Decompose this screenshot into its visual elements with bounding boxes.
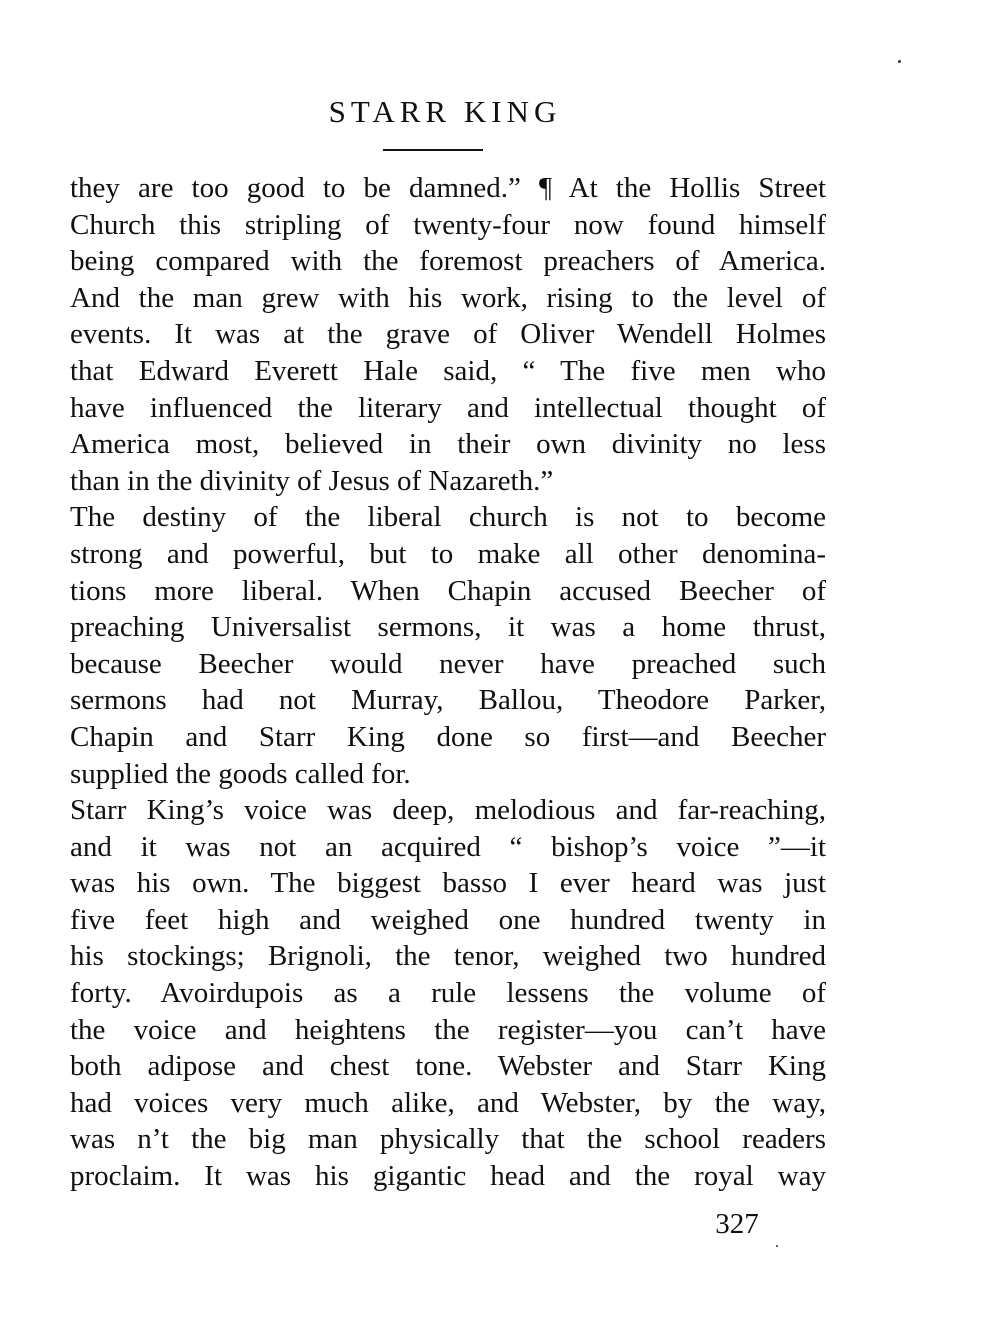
text-line: his stockings; Brignoli, the tenor, weighed two hundred bbox=[70, 940, 826, 973]
text-line: events. It was at the grave of Oliver Wendell Holmes bbox=[70, 318, 826, 351]
paragraph bbox=[70, 499, 826, 792]
text-line: was n’t the big man physically that the school readers bbox=[70, 1123, 826, 1156]
text-line: preaching Universalist sermons, it was a home thrust, bbox=[70, 611, 826, 644]
running-head: STARR KING bbox=[328, 94, 562, 129]
paragraph bbox=[70, 170, 826, 499]
text-line: And the man grew with his work, rising to the level of bbox=[70, 281, 826, 314]
text-line: five feet high and weighed one hundred twenty in bbox=[70, 903, 826, 936]
paragraph bbox=[70, 792, 826, 1195]
text-line: proclaim. It was his gigantic head and the royal way bbox=[70, 1160, 826, 1193]
text-line: Church this stripling of twenty-four now found himself bbox=[70, 208, 826, 241]
text-line: strong and powerful, but to make all other denomina- bbox=[70, 537, 826, 570]
text-line: had voices very much alike, and Webster, by the way, bbox=[70, 1086, 826, 1119]
text-line: America most, believed in their own divinity no less bbox=[70, 428, 826, 461]
scan-speck bbox=[898, 60, 901, 63]
text-line: The destiny of the liberal church is not to become bbox=[70, 501, 826, 534]
text-line: tions more liberal. When Chapin accused Beecher of bbox=[70, 574, 826, 607]
text-line: have influenced the literary and intellectual thought of bbox=[70, 391, 826, 424]
header-rule bbox=[383, 149, 483, 151]
text-line: supplied the goods called for. bbox=[70, 757, 411, 790]
text-line: Chapin and Starr King done so first—and Beecher bbox=[70, 720, 826, 753]
page-number: 327 bbox=[715, 1208, 759, 1240]
text-line: forty. Avoirdupois as a rule lessens the volume of bbox=[70, 977, 826, 1010]
text-line: they are too good to be damned.” ¶ At the Hollis Street bbox=[70, 172, 826, 204]
text-line: than in the divinity of Jesus of Nazareth.” bbox=[70, 464, 554, 497]
body-text bbox=[70, 170, 826, 1195]
text-line: the voice and heightens the register—you can’t have bbox=[70, 1013, 826, 1046]
text-line: being compared with the foremost preachers of America. bbox=[70, 245, 826, 278]
text-line: that Edward Everett Hale said, “ The five men who bbox=[70, 354, 826, 387]
scan-speck bbox=[776, 1245, 778, 1247]
text-line: was his own. The biggest basso I ever heard was just bbox=[70, 867, 826, 900]
text-line: sermons had not Murray, Ballou, Theodore Parker, bbox=[70, 684, 826, 717]
text-line: because Beecher would never have preached such bbox=[70, 647, 826, 680]
text-line: and it was not an acquired “ bishop’s voice ”—it bbox=[70, 830, 826, 863]
text-line: Starr King’s voice was deep, melodious and far-reaching, bbox=[70, 794, 826, 827]
text-line: both adipose and chest tone. Webster and Starr King bbox=[70, 1050, 826, 1083]
